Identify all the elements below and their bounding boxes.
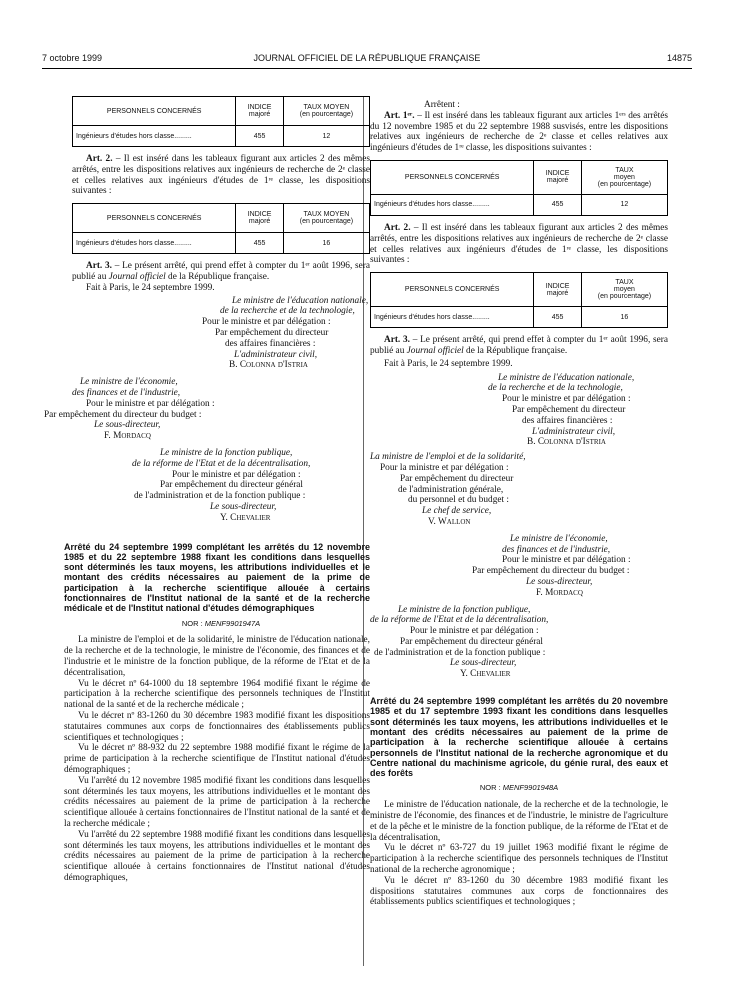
table-4 [370,272,668,328]
vu-paragraph: Vu le décret nº 88-932 du 22 septembre 1988 modifié fixant le régime de la prime de participation à la recherche scientifique de l'Institut national d'études démographiques ; [64,743,370,775]
vu-paragraph: Vu le décret nº 83-1260 du 30 décembre 1983 modifié fixant les dispositions statutaires communes aux corps de fonctionnaires des établissements publics scientifiques et technologiques ; [370,875,668,908]
signature-block-education: Le ministre de l'éducation nationale, de la recherche et de la technologie, Pour le ministre et par délégation : Par empêchement du directeur des affaires financières : L'administrateur civil, B. Colonna d'Istria [488,372,635,448]
article-2: Art. 2. – Il est inséré dans les tableaux figurant aux articles 2 des mêmes arrêtés, entre les dispositions relatives aux ingénieurs de recherche de 2ᵉ classe et celles relatives aux ingénieurs d'études de 1ʳᵉ classe, les dispositions suivantes : [72,154,371,197]
vu-paragraph: Vu le décret nº 83-1260 du 30 décembre 1983 modifié fixant les dispositions statutaires communes aux corps de fonctionnaires des établissements publics scientifiques et technologiques ; [64,710,370,743]
decree-title-1948: Arrêté du 24 septembre 1999 complétant les arrêtés du 20 novembre 1985 et du 17 septembre 1993 fixant les conditions dans lesquelles sont déterminés les taux moyens, les attributions individuelles et le montant des crédits nécessaires au paiement de la prime de participation à la recherche scientifique allouée à certains personnels de l'Institut national de la recherche agronomique et du Centre national du machinisme agricole, du génie rural, des eaux et des forêts [370,696,668,779]
table-cell-indice: 455 [236,126,284,147]
table-header-taux: TAUX MOYEN (en pourcentage) [283,204,369,233]
table-cell-taux: 16 [581,307,667,328]
signature-block-education: Le ministre de l'éducation nationale, de la recherche et de la technologie, Pour le ministre et par délégation : Par empêchement du directeur des affaires financières : L'administrateur civil, B. Colonna d'Istria [202,295,369,371]
vu-paragraph: Vu l'arrêté du 22 septembre 1988 modifié fixant les conditions dans lesquelles sont déterminés les taux moyens, les attributions individuelles et le montant des crédits nécessaires au paiement de la prime de participation à la recherche scientifique allouée à certains fonctionnaires de l'Institut national d'études démographiques, [64,829,370,883]
vu-paragraph: Vu le décret nº 64-1000 du 18 septembre 1964 modifié fixant le régime de participation à la recherche scientifique des personnels techniques de l'Institut national de la santé et de la recherche médicale ; [64,678,370,711]
nor-reference: NOR : MENF9901948A [479,783,559,793]
preamble-paragraph: La ministre de l'emploi et de la solidarité, le ministre de l'éducation nationale, de la recherche et de la technologie, le ministre de l'économie, des finances et de l'industrie et le ministre de la fonction publique, de la réforme de l'Etat et de la décentralisation, [64,635,370,678]
article-1: Art. 1ᵉʳ. – Il est inséré dans les tableaux figurant aux articles 1ᵉʳˢ des arrêtés du 12 novembre 1985 et du 22 septembre 1988 susvisés, entre les dispositions relatives aux ingénieurs de recherche de 2ᵉ classe et celles relatives aux ingénieurs d'études de 1ʳᵉ classe, les dispositions suivantes : [370,110,668,154]
left-column [44,96,371,884]
nor-reference: NOR : MENF9901947A [181,618,261,628]
table-header-taux: TAUX moyen (en pourcentage) [581,160,667,194]
right-column [370,100,668,908]
header-page-number: 14875 [666,53,692,63]
table-header-personnels: PERSONNELS CONCERNÉS [73,97,236,126]
vu-paragraph: Vu le décret nº 63-727 du 19 juillet 1963 modifié fixant le régime de participation à la recherche scientifique des personnels techniques de l'Institut national de la recherche agronomique ; [370,843,668,876]
table-header-taux: TAUX moyen (en pourcentage) [581,273,667,307]
fait-a-paris: Fait à Paris, le 24 septembre 1999. [86,282,215,293]
table-cell-indice: 455 [236,233,284,254]
header-journal-title: JOURNAL OFFICIEL DE LA RÉPUBLIQUE FRANÇAISE [253,53,481,63]
signature-block-economie: Le ministre de l'économie, des finances et de l'industrie, Pour le ministre et par délégation : Par empêchement du directeur du budget : Le sous-directeur, F. Mordacq [472,533,631,598]
table-cell-grade: Ingénieurs d'études hors classe......... [73,126,236,147]
signature-block-economie: Le ministre de l'économie, des finances et de l'industrie, Pour le ministre et par délégation : Par empêchement du directeur du budget : Le sous-directeur, F. Mordacq [44,377,215,442]
table-3 [370,160,668,216]
arretent: Arrêtent : [424,100,460,110]
table-cell-taux: 16 [283,233,369,254]
article-3: Art. 3. – Le présent arrêté, qui prend effet à compter du 1ᵉʳ août 1996, sera publié au Journal officiel de la République française. [72,261,370,282]
table-cell-grade: Ingénieurs d'études hors classe......... [73,233,236,254]
header-rule [42,68,692,69]
decree-title-1947: Arrêté du 24 septembre 1999 complétant les arrêtés du 12 novembre 1985 et du 22 septembre 1988 fixant les conditions dans lesquelles sont déterminés les taux moyens, les attributions individuelles et le montant des crédits nécessaires au paiement de la prime de participation à la recherche scientifique allouée à certains fonctionnaires de l'Institut national de la santé et de la recherche médicale et de l'Institut national d'études démographiques [64,541,370,614]
signature-block-fonction-publique: Le ministre de la fonction publique, de la réforme de l'Etat et de la décentralisation, Pour le ministre et par délégation : Par empêchement du directeur général de l'administration et de la fonction publique : Le sous-directeur, Y. Chevalier [132,447,311,523]
signature-block-fonction-publique: Le ministre de la fonction publique, de la réforme de l'Etat et de la décentralisation, Pour le ministre et par délégation : Par empêchement du directeur général de l'administration et de la fonction publique : Le sous-directeur, Y. Chevalier [370,604,549,680]
table-header-personnels: PERSONNELS CONCERNÉS [371,273,534,307]
table-cell-taux: 12 [283,126,369,147]
article-3: Art. 3. – Le présent arrêté, qui prend effet à compter du 1ᵉʳ août 1996, sera publié au Journal officiel de la République française. [370,335,668,356]
fait-a-paris: Fait à Paris, le 24 septembre 1999. [384,358,513,369]
table-cell-grade: Ingénieurs d'études hors classe......... [371,307,534,328]
article-2: Art. 2. – Il est inséré dans les tableaux figurant aux articles 2 des mêmes arrêtés, entre les dispositions relatives aux ingénieurs de recherche de 2ᵉ classe et celles relatives aux ingénieurs d'études de 1ʳᵉ classe, les dispositions suivantes : [370,222,669,266]
signature-block-emploi: La ministre de l'emploi et de la solidarité, Pour la ministre et par délégation : Par empêchement du directeur de l'administration générale, du personnel et du budget : Le chef de service, V. Wallon [370,452,526,527]
table-cell-indice: 455 [534,194,582,215]
header-date: 7 octobre 1999 [42,53,103,63]
table-cell-indice: 455 [534,307,582,328]
table-cell-grade: Ingénieurs d'études hors classe......... [371,194,534,215]
table-header-personnels: PERSONNELS CONCERNÉS [73,204,236,233]
table-header-indice: INDICE majoré [236,97,284,126]
vu-paragraph: Vu l'arrêté du 12 novembre 1985 modifié fixant les conditions dans lesquelles sont déterminés les taux moyens, les attributions individuelles et le montant des crédits nécessaires au paiement de la prime de participation à la recherche scientifique allouée à certains fonctionnaires de l'Institut national de la santé et de la recherche médicale ; [64,775,370,829]
table-header-taux: TAUX MOYEN (en pourcentage) [283,97,369,126]
table-header-indice: INDICE majoré [534,273,582,307]
table-1 [72,96,370,147]
table-2 [72,203,370,254]
page-header [42,53,692,67]
table-header-indice: INDICE majoré [534,160,582,194]
table-header-personnels: PERSONNELS CONCERNÉS [371,160,534,194]
table-header-indice: INDICE majoré [236,204,284,233]
preamble-paragraph: Le ministre de l'éducation nationale, de la recherche et de la technologie, le ministre de l'économie, des finances et de l'industrie, le ministre de l'agriculture et de la pêche et le ministre de la fonction publique, de la réforme de l'Etat et de la décentralisation, [370,800,668,843]
table-cell-taux: 12 [581,194,667,215]
